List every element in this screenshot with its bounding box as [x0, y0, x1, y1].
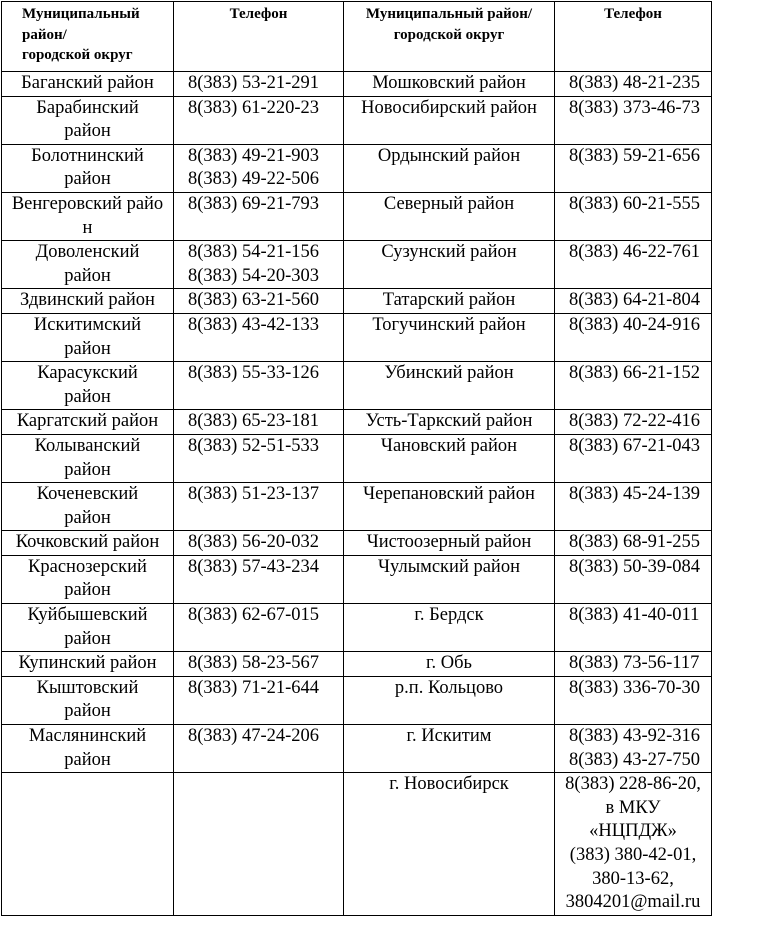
phone-text: 8(383) 61-220-23 — [188, 97, 320, 118]
contacts-table — [1, 1, 712, 916]
district-cell — [2, 725, 174, 773]
phone-cell — [555, 362, 712, 410]
phone-cell — [174, 362, 344, 410]
district-cell — [2, 652, 174, 677]
district-text: район — [64, 121, 111, 142]
phone-text: 8(383) 58-23-567 — [188, 653, 320, 674]
phone-text: 8(383) 71-21-644 — [188, 677, 320, 698]
district-text: Чистоозерный район — [366, 532, 532, 553]
district-cell — [2, 676, 174, 724]
district-cell — [344, 652, 555, 677]
phone-text: 8(383) 73-56-117 — [569, 653, 700, 674]
header-district-left-line: Муниципальный — [22, 6, 140, 22]
phone-cell — [555, 531, 712, 556]
district-text: Доволенский — [35, 242, 140, 263]
district-cell — [344, 144, 555, 192]
district-text: район — [64, 265, 111, 286]
table-row — [2, 725, 712, 773]
district-cell — [2, 192, 174, 240]
header-phone-right: Телефон — [555, 2, 712, 72]
district-text: Мошковский район — [372, 73, 526, 93]
district-cell — [344, 96, 555, 144]
table-row — [2, 72, 712, 97]
phone-text: 8(383) 72-22-416 — [569, 411, 701, 432]
phone-text: 8(383) 47-24-206 — [188, 726, 320, 747]
header-district-right — [344, 2, 555, 72]
district-text: Краснозерский — [28, 556, 147, 577]
district-text: Ордынский район — [377, 145, 521, 166]
district-cell — [344, 773, 555, 916]
district-text: Чулымский район — [378, 556, 520, 577]
phone-text: 8(383) 68-91-255 — [569, 532, 701, 553]
phone-text: 8(383) 49-21-903 — [188, 145, 320, 166]
header-district-left — [2, 2, 174, 72]
district-cell — [344, 434, 555, 482]
phone-cell — [555, 434, 712, 482]
district-cell — [2, 531, 174, 556]
district-cell — [344, 531, 555, 556]
table-row — [2, 652, 712, 677]
table-row — [2, 483, 712, 531]
district-text: Черепановский район — [363, 484, 535, 505]
district-text: н — [82, 217, 93, 238]
table-row — [2, 676, 712, 724]
district-cell — [2, 72, 174, 97]
phone-text: 8(383) 48-21-235 — [569, 73, 701, 93]
phone-cell — [174, 604, 344, 652]
district-cell — [344, 725, 555, 773]
district-text: Кыштовский — [36, 677, 139, 698]
table-row — [2, 362, 712, 410]
phone-cell — [174, 676, 344, 724]
district-text: г. Бердск — [414, 605, 484, 626]
phone-text: 8(383) 228-86-20, — [565, 774, 701, 795]
district-cell — [344, 289, 555, 314]
phone-text: 8(383) 52-51-533 — [188, 435, 320, 456]
phone-cell — [555, 72, 712, 97]
phone-text: 8(383) 43-27-750 — [569, 749, 701, 770]
district-text: Карасукский — [37, 363, 138, 384]
phone-cell — [555, 725, 712, 773]
table-row — [2, 192, 712, 240]
district-text: район — [64, 628, 111, 649]
district-text: Убинский район — [384, 363, 514, 384]
district-text: район — [64, 749, 111, 770]
phone-cell — [174, 192, 344, 240]
phone-text: 8(383) 46-22-761 — [569, 242, 701, 263]
phone-cell — [555, 483, 712, 531]
header-district-left-line: городской округ — [22, 47, 133, 63]
district-cell — [344, 604, 555, 652]
district-text: Купинский район — [18, 653, 157, 674]
phone-text: 8(383) 45-24-139 — [569, 484, 701, 505]
table-row — [2, 313, 712, 361]
district-cell — [2, 773, 174, 916]
phone-cell — [555, 313, 712, 361]
phone-cell — [174, 313, 344, 361]
phone-text: 8(383) 41-40-011 — [569, 605, 700, 626]
phone-text: 8(383) 56-20-032 — [188, 532, 320, 553]
district-text: Барабинский — [36, 97, 139, 118]
phone-text: 8(383) 53-21-291 — [188, 73, 320, 93]
phone-cell — [174, 289, 344, 314]
phone-cell — [555, 192, 712, 240]
table-row — [2, 555, 712, 603]
district-cell — [2, 555, 174, 603]
phone-cell — [555, 555, 712, 603]
phone-text: 8(383) 43-92-316 — [569, 726, 701, 747]
phone-cell — [174, 555, 344, 603]
phone-cell — [174, 410, 344, 435]
table-row — [2, 410, 712, 435]
phone-cell — [555, 676, 712, 724]
district-cell — [344, 241, 555, 289]
district-cell — [344, 676, 555, 724]
phone-cell — [174, 531, 344, 556]
district-text: Новосибирский район — [361, 97, 537, 118]
table-row — [2, 241, 712, 289]
phone-cell — [555, 410, 712, 435]
district-cell — [2, 289, 174, 314]
district-text: Куйбышевский — [27, 605, 148, 626]
district-cell — [344, 192, 555, 240]
header-row — [2, 2, 712, 72]
district-text: Северный район — [383, 193, 515, 214]
district-text: г. Искитим — [406, 726, 492, 747]
phone-text: 8(383) 64-21-804 — [569, 290, 701, 311]
district-text: Сузунский район — [381, 242, 517, 263]
district-cell — [2, 144, 174, 192]
phone-text: 8(383) 54-21-156 — [188, 242, 320, 263]
phone-text: 8(383) 65-23-181 — [188, 411, 320, 432]
district-text: район — [64, 386, 111, 407]
phone-cell — [174, 483, 344, 531]
phone-cell — [555, 604, 712, 652]
district-cell — [2, 96, 174, 144]
table-row — [2, 96, 712, 144]
phone-text: 8(383) 51-23-137 — [188, 484, 320, 505]
district-text: Баганский район — [21, 73, 154, 93]
phone-text: 8(383) 57-43-234 — [188, 556, 320, 577]
district-text: Болотнинский — [31, 145, 144, 166]
phone-text: 8(383) 49-22-506 — [188, 169, 320, 190]
district-text: Здвинский район — [20, 290, 155, 311]
district-cell — [2, 604, 174, 652]
phone-text: 8(383) 373-46-73 — [569, 97, 701, 118]
phone-text: 8(383) 59-21-656 — [569, 145, 701, 166]
phone-text: 8(383) 67-21-043 — [569, 435, 701, 456]
district-text: район — [64, 507, 111, 528]
district-cell — [2, 410, 174, 435]
phone-text: 8(383) 50-39-084 — [569, 556, 701, 577]
phone-text: 380-13-62, — [592, 868, 674, 889]
district-cell — [2, 483, 174, 531]
district-text: г. Новосибирск — [389, 774, 509, 795]
phone-text: 8(383) 40-24-916 — [569, 314, 701, 335]
table-row — [2, 434, 712, 482]
table-row — [2, 289, 712, 314]
phone-text: 8(383) 43-42-133 — [188, 314, 320, 335]
district-cell — [2, 241, 174, 289]
phone-cell — [174, 72, 344, 97]
phone-text: (383) 380-42-01, — [569, 845, 697, 865]
district-cell — [344, 72, 555, 97]
phone-cell — [555, 652, 712, 677]
phone-text: 8(383) 66-21-152 — [569, 363, 701, 384]
phone-cell — [174, 434, 344, 482]
district-text: Венгеровский райо — [11, 193, 164, 214]
phone-text: «НЦПДЖ» — [589, 821, 677, 842]
phone-text: 8(383) 63-21-560 — [188, 290, 320, 311]
phone-cell — [174, 652, 344, 677]
table-row — [2, 531, 712, 556]
district-text: Усть-Таркский район — [365, 411, 533, 432]
district-text: район — [64, 169, 111, 190]
district-text: Колыванский — [34, 435, 141, 456]
district-cell — [344, 313, 555, 361]
district-text: Искитимский — [33, 314, 142, 335]
header-district-left-line: район/ — [22, 26, 67, 43]
table-row — [2, 604, 712, 652]
district-cell — [344, 362, 555, 410]
phone-text: 8(383) 55-33-126 — [188, 363, 320, 384]
phone-text: 3804201@mail.ru — [565, 892, 701, 913]
district-cell — [344, 555, 555, 603]
phone-text: 8(383) 69-21-793 — [188, 193, 320, 214]
phone-cell — [555, 144, 712, 192]
district-text: Чановский район — [380, 435, 518, 456]
header-district-right-line: городской округ — [393, 26, 505, 43]
district-text: Тогучинский район — [372, 314, 526, 335]
district-text: район — [64, 338, 111, 359]
district-text: Коченевский — [36, 484, 139, 505]
district-text: район — [64, 459, 111, 480]
district-text: Татарский район — [382, 290, 516, 311]
district-text: район — [64, 701, 111, 722]
phone-text: в МКУ — [605, 797, 661, 818]
phone-text: 8(383) 62-67-015 — [188, 605, 320, 626]
header-district-right-line: Муниципальный район/ — [365, 6, 533, 22]
district-text: г. Обь — [426, 653, 472, 674]
district-text: Кочковский район — [15, 532, 160, 553]
phone-cell — [555, 289, 712, 314]
phone-text: 8(383) 60-21-555 — [569, 193, 701, 214]
header-phone-left: Телефон — [174, 2, 344, 72]
phone-cell — [174, 96, 344, 144]
district-cell — [2, 313, 174, 361]
phone-cell — [555, 96, 712, 144]
phone-cell — [174, 773, 344, 916]
district-cell — [2, 434, 174, 482]
phone-text: 8(383) 54-20-303 — [188, 265, 320, 286]
phone-cell — [174, 725, 344, 773]
phone-cell — [555, 241, 712, 289]
district-text: район — [64, 580, 111, 601]
table-row — [2, 773, 712, 916]
district-text: Маслянинский — [28, 726, 147, 747]
table-row — [2, 144, 712, 192]
district-cell — [344, 410, 555, 435]
phone-cell — [555, 773, 712, 916]
phone-cell — [174, 241, 344, 289]
district-cell — [2, 362, 174, 410]
district-cell — [344, 483, 555, 531]
phone-text: 8(383) 336-70-30 — [569, 677, 701, 698]
district-text: р.п. Кольцово — [394, 677, 504, 698]
district-text: Каргатский район — [16, 411, 159, 432]
phone-cell — [174, 144, 344, 192]
